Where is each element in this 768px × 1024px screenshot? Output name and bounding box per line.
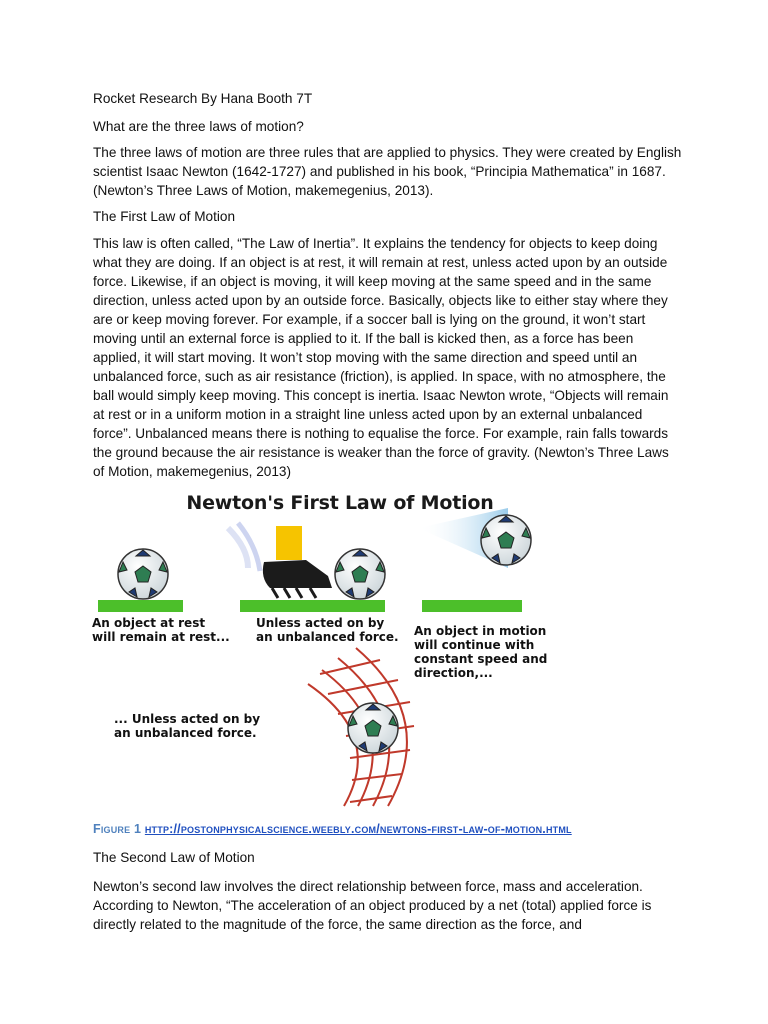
ball-at-rest-icon [118, 549, 168, 599]
label-object-in-motion: An object in motion will continue with constant speed and direction,... [414, 624, 548, 680]
label-unless-acted-2: ... Unless acted on by an unbalanced force. [114, 712, 261, 740]
ground-bar-motion [422, 600, 522, 612]
ball-being-kicked-icon [335, 549, 385, 599]
first-law-paragraph: This law is often called, “The Law of Inertia”. It explains the tendency for objects to keep doing what they are doing. If an object is at rest, it will remain at rest, unless acted upon by an outside force. Likewise, if an object is moving, it will keep moving at the same speed and in the same direction, unless acted upon by an outside force. Basically, objects like to either stay where they are or keep moving forever. For example, if a soccer ball is lying on the ground, it won’t start moving until an external force is applied to it. If the ball is kicked then, as a force has been applied, it will start moving. It won’t stop moving with the same direction and speed until an unbalanced force, such as air resistance (friction), is applied. In space, with no atmosphere, the ball would simply keep moving. This concept is inertia. Isaac Newton wrote, “Objects will remain at rest or in a uniform motion in a straight line unless acted upon by an external unbalanced force”. Unbalanced means there is nothing to equalise the force. For example, rain falls towards the ground because the air resistance is weaker than the force of gravity. (Newton’s Three Laws of Motion, makemegenius, 2013) [93, 236, 669, 479]
document-title-line: Rocket Research By Hana Booth 7T [93, 91, 313, 106]
ground-bar-rest [98, 600, 183, 612]
ground-bar-kick [240, 600, 385, 612]
second-law-heading: The Second Law of Motion [93, 850, 255, 865]
label-unless-acted-1: Unless acted on by an unbalanced force. [256, 616, 399, 644]
figure-title: Newton's First Law of Motion [186, 492, 494, 514]
first-law-heading: The First Law of Motion [93, 209, 236, 224]
figure-caption [93, 822, 572, 836]
caption-link[interactable]: http://postonphysicalscience.weebly.com/newtons-first-law-of-motion.html [144, 822, 572, 836]
label-object-at-rest: An object at rest will remain at rest... [92, 616, 230, 644]
second-law-paragraph: Newton’s second law involves the direct relationship between force, mass and acceleration. According to Newton, “The acceleration of an object produced by a net (total) applied force is directly related to the magnitude of the force, the same direction as the force, and [93, 879, 652, 932]
kicking-boot-icon [228, 523, 332, 598]
intro-paragraph: The three laws of motion are three rules that are applied to physics. They were created by English scientist Isaac Newton (1642-1727) and published in his book, “Principia Mathematica” in 1687. (Newton’s Three Laws of Motion, makemegenius, 2013). [93, 145, 682, 198]
ball-in-motion-icon [481, 515, 531, 565]
caption-prefix: Figure 1 [93, 822, 145, 836]
newtons-first-law-figure [88, 488, 568, 808]
ball-stopped-by-net-icon [348, 703, 398, 753]
question-heading: What are the three laws of motion? [93, 119, 304, 134]
